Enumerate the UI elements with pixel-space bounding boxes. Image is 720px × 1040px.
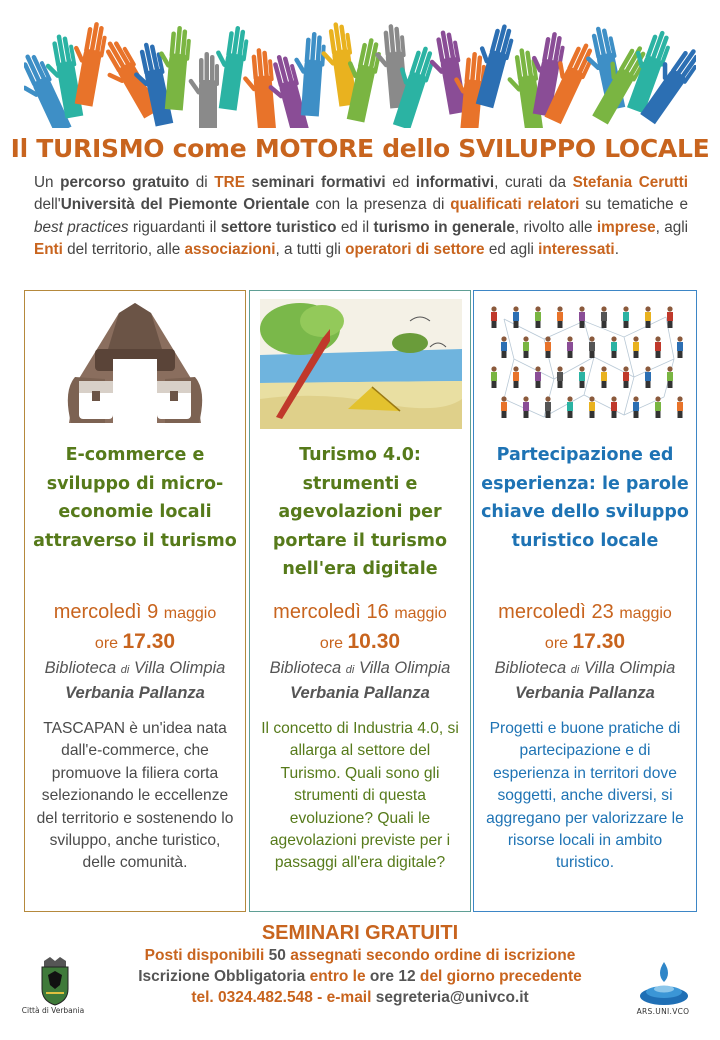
footer-heading: SEMINARI GRATUITI [261, 922, 459, 944]
page-title: Il TURISMO come MOTORE dello SVILUPPO LOCALE [10, 134, 710, 163]
person-figure [623, 306, 629, 328]
intro-segment: , agli [655, 218, 689, 236]
backpack-image [35, 299, 235, 429]
person-figure [579, 306, 585, 328]
intro-segment: associazioni [184, 240, 276, 258]
person-figure [667, 366, 673, 388]
footer-registration: Iscrizione Obbligatoria entro le ore 12 del giorno precedente [138, 968, 582, 985]
intro-segment: operatori di settore [345, 240, 485, 258]
intro-segment: . [614, 240, 619, 258]
person-figure [545, 336, 551, 358]
intro-segment: su tematiche e [579, 196, 688, 214]
person-figure [645, 306, 651, 328]
seminar-description: TASCAPAN è un'idea nata dall'e-commerce, che promuove la filiera corta selezionando le eccellenze del territorio e sostenendo lo sviluppo, anche turistico, delle comunità. [36, 720, 234, 872]
logo-label: ARS.UNI.VCO [636, 1007, 690, 1016]
person-figure [535, 366, 541, 388]
person-figure [601, 306, 607, 328]
seminar-place: Biblioteca di Villa Olimpia Verbania Pallanza [44, 659, 226, 702]
intro-paragraph [34, 172, 688, 261]
person-figure [655, 336, 661, 358]
seminar-time: ore 10.30 [319, 630, 401, 653]
intro-segment: percorso gratuito [60, 174, 190, 191]
intro-segment: con la presenza di [309, 196, 451, 214]
intro-segment: ed agli [484, 240, 539, 258]
person-figure [579, 366, 585, 388]
intro-segment: turismo in generale [373, 218, 515, 236]
person-figure [491, 366, 497, 388]
person-figure [601, 366, 607, 388]
intro-segment: settore turistico [220, 218, 337, 236]
person-figure [667, 306, 673, 328]
intro-segment: di [189, 174, 215, 191]
person-figure [645, 366, 651, 388]
seminar-place: Biblioteca di Villa Olimpia Verbania Pallanza [269, 659, 451, 702]
seminar-description: Il concetto di Industria 4.0, si allarga al settore del Turismo. Quali sono gli strumenti di questa evoluzione? Quali le agevolazioni previste per i passaggi all'era digitale? [261, 720, 459, 872]
seminar-description: Progetti e buone pratiche di partecipazione e di esperienza in territori dove soggetti, anche diversi, si aggregano per valorizzare le risorse locali in ambito turistico. [486, 720, 684, 872]
person-figure [513, 366, 519, 388]
seminar-card-ecommerce [24, 290, 246, 912]
intro-segment: TRE [214, 174, 245, 191]
seminar-date: mercoledì 16 maggio [273, 601, 447, 623]
people-network-image [484, 299, 686, 429]
seminar-card-turismo40 [249, 290, 471, 912]
seminar-time: ore 17.30 [544, 630, 626, 653]
seminar-title: E-commerce e sviluppo di micro-economie locali attraverso il turismo [33, 445, 237, 551]
seminar-time: ore 17.30 [94, 630, 176, 653]
intro-segment: , a tutti gli [275, 240, 346, 258]
person-figure [623, 366, 629, 388]
person-figure [655, 396, 661, 418]
seminar-title: Turismo 4.0: strumenti e agevolazioni per portare il turismo nell'era digitale [272, 445, 448, 579]
person-figure [513, 306, 519, 328]
footer-seats: Posti disponibili 50 assegnati secondo ordine di iscrizione [144, 947, 576, 964]
person-figure [557, 306, 563, 328]
person-figure [633, 336, 639, 358]
person-figure [567, 396, 573, 418]
person-figure [501, 396, 507, 418]
intro-segment: ed il [336, 218, 374, 236]
intro-segment: Un [34, 174, 61, 191]
intro-segment: imprese [596, 218, 656, 236]
intro-segment: qualificati relatori [450, 196, 580, 214]
footer-contacts: tel. 0324.482.548 - e-mail segreteria@univco.it [191, 989, 529, 1006]
seminar-date: mercoledì 9 maggio [53, 601, 217, 623]
person-figure [523, 396, 529, 418]
person-figure [589, 336, 595, 358]
hands-banner [24, 6, 696, 128]
intro-segment: dell' [34, 196, 61, 214]
intro-segment: , rivolto alle [514, 218, 597, 236]
person-figure [501, 336, 507, 358]
intro-segment: informativi [415, 174, 495, 191]
beach-drawing-image [260, 299, 460, 429]
person-figure [589, 396, 595, 418]
footer-info [0, 922, 720, 1008]
person-figure [677, 396, 683, 418]
person-figure [491, 306, 497, 328]
intro-segment: , curati da [494, 174, 573, 191]
intro-segment: best practices [34, 218, 129, 236]
intro-segment: interessati [538, 240, 615, 258]
seminar-title: Partecipazione ed esperienza: le parole chiave dello sviluppo turistico locale [481, 445, 689, 551]
person-figure [633, 396, 639, 418]
intro-segment: Enti [34, 240, 63, 258]
intro-segment: del territorio, alle [62, 240, 185, 258]
person-figure [535, 306, 541, 328]
intro-segment: ed [385, 174, 416, 191]
intro-segment: Università del Piemonte Orientale [60, 196, 310, 214]
intro-segment: riguardanti il [128, 218, 221, 236]
intro-segment: Stefania Cerutti [572, 174, 688, 191]
person-figure [677, 336, 683, 358]
person-figure [557, 366, 563, 388]
person-figure [545, 396, 551, 418]
seminar-date: mercoledì 23 maggio [498, 601, 672, 623]
intro-segment: seminari formativi [244, 174, 386, 191]
seminar-card-partecipazione [473, 290, 697, 912]
person-figure [567, 336, 573, 358]
seminar-place: Biblioteca di Villa Olimpia Verbania Pallanza [494, 659, 676, 702]
crest-label: Città di Verbania [21, 1006, 85, 1015]
person-figure [611, 396, 617, 418]
person-figure [611, 336, 617, 358]
person-figure [523, 336, 529, 358]
